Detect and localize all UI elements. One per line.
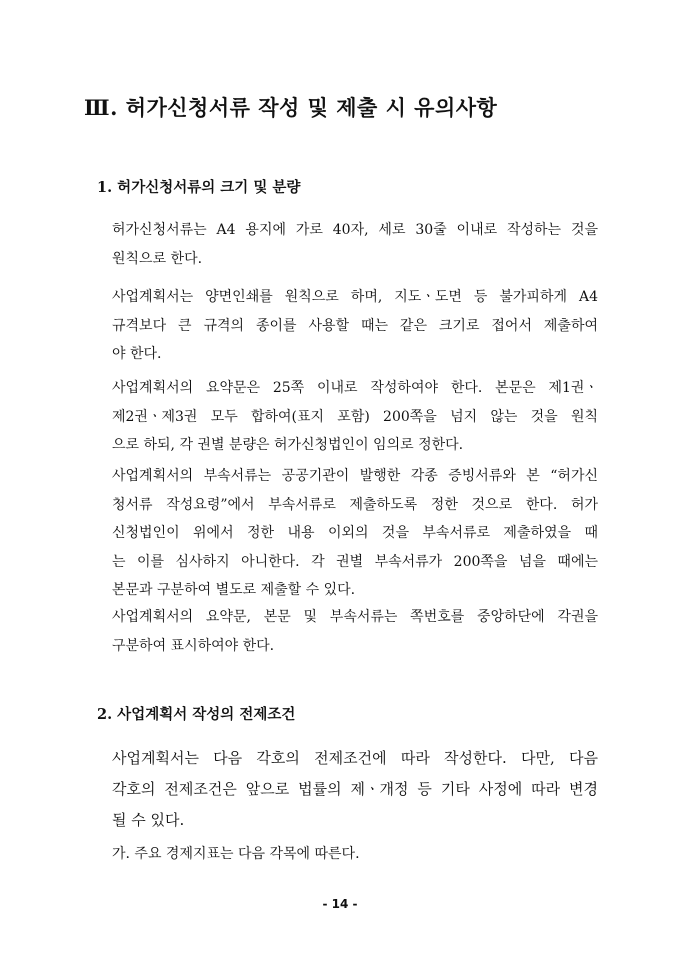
text-line: 으로 하되, 각 권별 분량은 허가신청법인이 임의로 정한다.: [112, 437, 464, 453]
text-line: 구분하여 표시하여야 한다.: [112, 637, 275, 654]
paragraph-1-2: [112, 283, 598, 369]
paragraph-2-1: [112, 743, 598, 836]
text-line: 청서류 작성요령”에서 부속서류로 제출하도록 정한 것으로 한다. 허가: [112, 496, 598, 513]
paragraph-1-3: [112, 374, 598, 460]
section-heading-2: 2. 사업계획서 작성의 전제조건: [97, 706, 296, 723]
text-line: 신청법인이 위에서 정한 내용 이외의 것을 부속서류로 제출하였을 때: [112, 525, 598, 541]
text-line: 는 이를 심사하지 아니한다. 각 권별 부속서류가 200쪽을 넘을 때에는: [112, 553, 598, 570]
text-line: 사업계획서는 양면인쇄를 원칙으로 하며, 지도ㆍ도면 등 불가피하게 A4: [112, 289, 598, 305]
text-line: 될 수 있다.: [112, 811, 185, 829]
text-line: 사업계획서의 부속서류는 공공기관이 발행한 각종 증빙서류와 본 “허가신: [112, 468, 598, 484]
page-number: - 14 -: [322, 897, 358, 911]
paragraph-1-4: [112, 462, 598, 605]
section-heading-1: 1. 허가신청서류의 크기 및 분량: [97, 179, 301, 196]
paragraph-1-1: [112, 216, 598, 273]
text-line: 사업계획서는 다음 각호의 전제조건에 따라 작성한다. 다만, 다음: [112, 749, 598, 767]
text-line: 규격보다 큰 규격의 종이를 사용할 때는 같은 크기로 접어서 제출하여: [112, 317, 598, 334]
text-line: 야 한다.: [112, 346, 162, 362]
text-line: 사업계획서의 요약문은 25쪽 이내로 작성하여야 한다. 본문은 제1권ㆍ: [112, 380, 598, 396]
chapter-title: Ⅲ. 허가신청서류 작성 및 제출 시 유의사항: [84, 95, 498, 120]
text-line: 허가신청서류는 A4 용지에 가로 40자, 세로 30줄 이내로 작성하는 것을: [112, 222, 598, 238]
text-line: 본문과 구분하여 별도로 제출할 수 있다.: [112, 582, 356, 598]
text-line: 각호의 전제조건은 앞으로 법률의 제ㆍ개정 등 기타 사정에 따라 변경: [112, 780, 598, 798]
text-line: 제2권ㆍ제3권 모두 합하여(표지 포함) 200쪽을 넘지 않는 것을 원칙: [112, 408, 598, 425]
text-line: 원칙으로 한다.: [112, 250, 203, 267]
paragraph-2-2: [112, 840, 598, 869]
text-line: 사업계획서의 요약문, 본문 및 부속서류는 쪽번호를 중앙하단에 각권을: [112, 609, 598, 625]
paragraph-1-5: [112, 603, 598, 660]
text-line: 가. 주요 경제지표는 다음 각목에 따른다.: [112, 846, 360, 862]
